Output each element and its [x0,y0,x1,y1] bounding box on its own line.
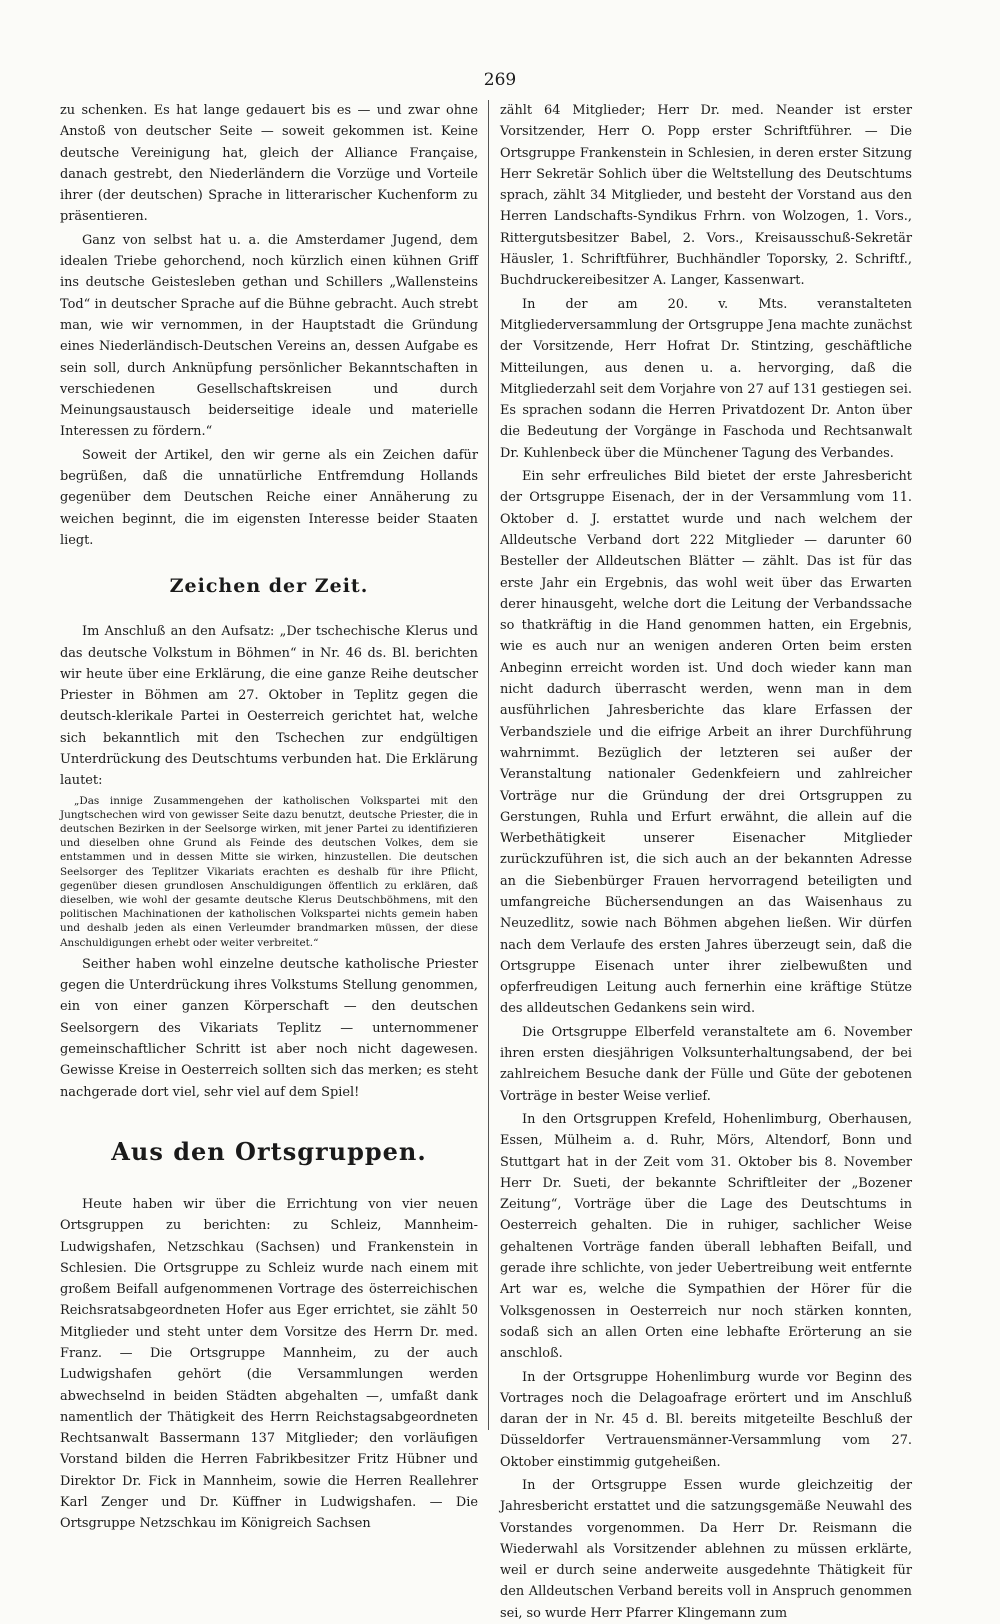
paragraph: Die Ortsgruppe Elberfeld veranstaltete am 6. November ihren ersten diesjährigen Volksunterhaltungsabend, der bei zahlreichem Besuche dank der Fülle und Güte der gebotenen Vorträge in bester Weise verlief. [500,1024,912,1104]
paragraph: In der Ortsgruppe Hohenlimburg wurde vor Beginn des Vortrages noch die Delagoafrage erörtert und im Anschluß daran der in Nr. 45 d. Bl. bereits mitgeteilte Beschluß der Düsseldorfer Vertrauensmänner-Versammlung vom 27. Oktober einstimmig gutgeheißen. [500,1369,912,1470]
section-heading-zeichen-der-zeit: Zeichen der Zeit. [169,575,369,598]
paragraph: Im Anschluß an den Aufsatz: „Der tschechische Klerus und das deutsche Volkstum in Böhmen“ in Nr. 46 ds. Bl. berichten wir heute über eine Erklärung, die eine ganze Reihe deutscher Priester in Böhmen am 27. Oktober in Teplitz gegen die deutsch-klerikale Partei in Oesterreich gerichtet hat, welche sich bekanntlich mit den Tschechen zur endgültigen Unterdrückung des Deutschtums verbunden hat. Die Erklärung lautet: [60,624,478,789]
section-heading-aus-den-ortsgruppen: Aus den Ortsgruppen. [111,1136,427,1166]
paragraph: Heute haben wir über die Errichtung von vier neuen Ortsgruppen zu berichten: zu Schleiz, Mannheim-Ludwigshafen, Netzschkau (Sachsen) und Frankenstein in Schlesien. Die Ortsgruppe zu Schleiz wurde nach einem mit großem Beifall aufgenommenen Vortrage des österreichischen Reichsratsabgeordneten Hofer aus Eger errichtet, sie zählt 50 Mitglieder und steht unter dem Vorsitze des Herrn Dr. med. Franz. — Die Ortsgruppe Mannheim, zu der auch Ludwigshafen gehört (die Versammlungen werden abwechselnd in beiden Städten abgehalten —, umfaßt dank namentlich der Thätigkeit des Herrn Reichstagsabgeordneten Rechtsanwalt Bassermann 137 Mitglieder; den vorläufigen Vorstand bilden die Herren Fabrikbesitzer Fritz Hübner und Direktor Dr. Fick in Mannheim, sowie die Herren Reallehrer Karl Zenger und Dr. Küffner in Ludwigshafen. — Die Ortsgruppe Netzschkau im Königreich Sachsen [60,1196,478,1532]
column-divider [488,100,489,1430]
paragraph: In der Ortsgruppe Essen wurde gleichzeitig der Jahresbericht erstattet und die satzungsgemäße Neuwahl des Vorstandes vorgenommen. Da Herr Dr. Reismann die Wiederwahl als Vorsitzender ablehnen zu müssen erklärte, weil er durch seine anderweite ausgedehnte Thätigkeit für den Alldeutschen Verband bereits voll in Anspruch genommen sei, so wurde Herr Pfarrer Klingemann zum [500,1478,912,1621]
paragraph: Seither haben wohl einzelne deutsche katholische Priester gegen die Unterdrückung ihres Volkstums Stellung genommen, ein von einer ganzen Körperschaft — den deutschen Seelsorgern des Vikariats Teplitz — unternommener gemeinschaftlicher Schritt ist aber noch nicht dagewesen. Gewisse Kreise in Oesterreich sollten sich das merken; es steht nachgerade dort viel, sehr viel auf dem Spiel! [60,956,478,1100]
paragraph: zu schenken. Es hat lange gedauert bis es — und zwar ohne Anstoß von deutscher Seite — soweit gekommen ist. Keine deutsche Vereinigung hat, gleich der Alliance Française, danach gestrebt, den Niederländern die Vorzüge und Vorteile ihrer (der deutschen) Sprache in litterarischer Kuchenform zu präsentieren. [60,103,478,225]
paragraph: Ganz von selbst hat u. a. die Amsterdamer Jugend, dem idealen Triebe gehorchend, noch kürzlich einen kühnen Griff ins deutsche Geistesleben gethan und Schillers „Wallensteins Tod“ in deutscher Sprache auf die Bühne gebracht. Auch strebt man, wie wir vernommen, in der Hauptstadt die Gründung eines Niederländisch-Deutschen Vereins an, dessen Aufgabe es sein soll, durch Anknüpfung persönlicher Bekanntschaften in verschiedenen Gesellschaftskreisen und durch Meinungsaustausch beiderseitige ideale und materielle Interessen zu fördern.“ [60,232,478,440]
right-column [500,100,912,1621]
paragraph: Ein sehr erfreuliches Bild bietet der erste Jahresbericht der Ortsgruppe Eisenach, der in der Versammlung vom 11. Oktober d. J. erstattet wurde und nach welchem der Alldeutsche Verband dort 222 Mitglieder — darunter 60 Besteller der Alldeutschen Blätter — zählt. Das ist für das erste Jahr ein Ergebnis, das wohl weit über das Erwarten derer hinausgeht, welche dort die Leitung der Verbandssache so thatkräftig in die Hand genommen hatten, ein Ergebnis, wie es auch nur an wenigen anderen Orten beim ersten Anbeginn erreicht worden ist. Und doch wieder kann man nicht dadurch überrascht werden, wenn man in dem ausführlichen Jahresberichte das klare Erfassen der Verbandsziele und die eifrige Arbeit an ihrer Durchführung wahrnimmt. Bezüglich der letzteren sei außer der Veranstaltung nationaler Gedenkfeiern und zahlreicher Vorträge nur die Gründung der drei Ortsgruppen zu Gerstungen, Ruhla und Erfurt erwähnt, die allein auf die Werbethätigkeit unserer Eisenacher Mitglieder zurückzuführen ist, die sich auch an der bekannten Adresse an die Siebenbürger Frauen hervorragend beteiligten und umfangreiche Büchersendungen an das Waisenhaus zu Neuzedlitz, sowie nach Böhmen abgehen ließen. Wir dürfen nach dem Verlaufe des ersten Jahres überzeugt sein, daß die Ortsgruppe Eisenach unter ihrer zielbewußten und opferfreudigen Leitung auch fernerhin eine kräftige Stütze des alldeutschen Gedankens sein wird. [500,469,912,1017]
paragraph: zählt 64 Mitglieder; Herr Dr. med. Neander ist erster Vorsitzender, Herr O. Popp erster Schriftführer. — Die Ortsgruppe Frankenstein in Schlesien, in deren erster Sitzung Herr Sekretär Sohlich über die Weltstellung des Deutschtums sprach, zählt 34 Mitglieder, und besteht der Vorstand aus den Herren Landschafts-Syndikus Frhrn. von Wolzogen, 1. Vors., Rittergutsbesitzer Babel, 2. Vors., Kreisausschuß-Sekretär Häusler, 1. Schriftführer, Buchhändler Toporsky, 2. Schriftf., Buchdruckereibesitzer A. Langer, Kassenwart. [500,103,912,289]
paragraph: Soweit der Artikel, den wir gerne als ein Zeichen dafür begrüßen, daß die unnatürliche Entfremdung Hollands gegenüber dem Deutschen Reiche einer Annäherung zu weichen beginnt, die im eigensten Interesse beider Staaten liegt. [60,447,478,548]
paragraph: In den Ortsgruppen Krefeld, Hohenlimburg, Oberhausen, Essen, Mülheim a. d. Ruhr, Mörs, Altendorf, Bonn und Stuttgart hat in der Zeit vom 31. Oktober bis 8. November Herr Dr. Sueti, der bekannte Schriftleiter der „Bozener Zeitung“, Vorträge über die Lage des Deutschtums in Oesterreich gehalten. Die in ruhiger, sachlicher Weise gehaltenen Vorträge fanden überall lebhaften Beifall, und gerade ihre schlichte, von jeder Uebertreibung weit entfernte Art war es, welche die Sympathien der Hörer für die Volksgenossen in Oesterreich nur noch stärken konnten, sodaß sich an allen Orten eine lebhafte Erörterung an sie anschloß. [500,1111,912,1362]
block-quote: „Das innige Zusammengehen der katholischen Volkspartei mit den Jungtschechen wird von gewisser Seite dazu benutzt, deutsche Priester, die in deutschen Bezirken in der Seelsorge wirken, mit jener Partei zu identifizieren und dieselben ohne Grund als Feinde des deutschen Volkes, dem sie entstammen und in dessen Mitte sie wirken, hinzustellen. Die deutschen Seelsorger des Teplitzer Vikariats erachten es deshalb für ihre Pflicht, gegenüber diesen grundlosen Anschuldigungen öffentlich zu erklären, daß dieselben, wie wohl der gesamte deutsche Klerus Deutschböhmens, mit den politischen Machinationen der katholischen Volkspartei nichts gemein haben und deshalb jeden als einen Verleumder brandmarken müssen, der diese Anschuldigungen erhebt oder weiter verbreitet.“ [60,794,478,949]
paragraph: In der am 20. v. Mts. veranstalteten Mitgliederversammlung der Ortsgruppe Jena machte zunächst der Vorsitzende, Herr Hofrat Dr. Stintzing, geschäftliche Mitteilungen, aus denen u. a. hervorging, daß die Mitgliederzahl seit dem Vorjahre von 27 auf 131 gestiegen sei. Es sprachen sodann die Herren Privatdozent Dr. Anton über die Bedeutung der Vorgänge in Faschoda und Rechtsanwalt Dr. Kuhlenbeck über die Münchener Tagung des Verbandes. [500,296,912,461]
left-column [60,100,478,1532]
page-number: 269 [483,70,517,90]
